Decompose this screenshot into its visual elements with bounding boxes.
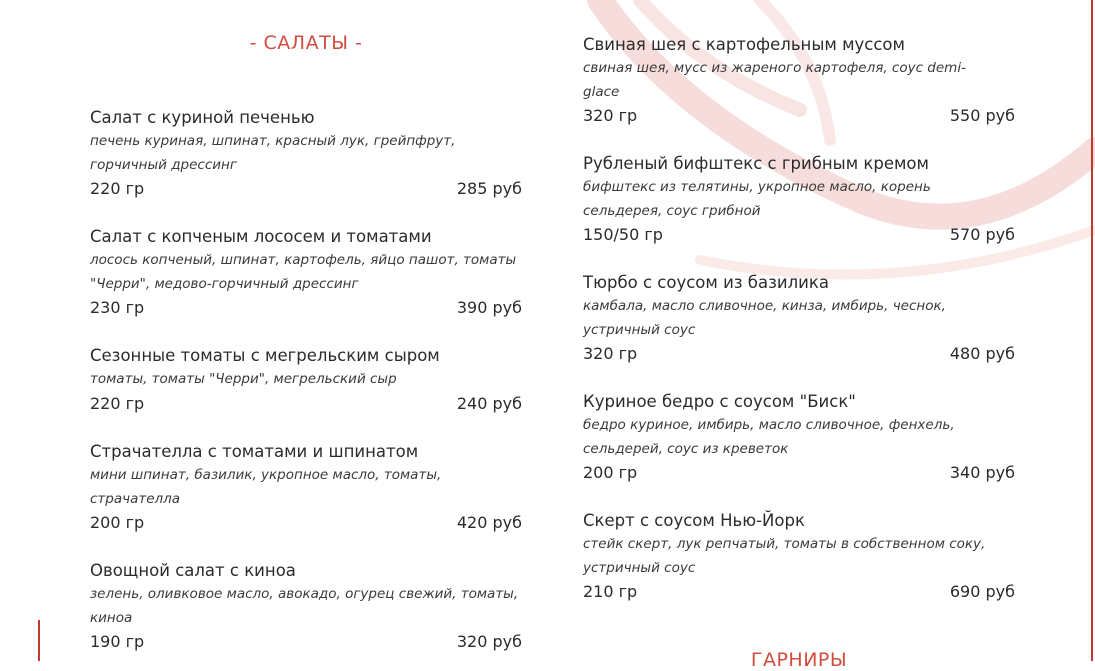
dish-price: 390 руб — [456, 298, 522, 317]
menu-item — [90, 440, 522, 535]
dish-price: 240 руб — [456, 393, 522, 413]
menu-item — [583, 509, 1015, 604]
dish-description: камбала, масло сливочное, кинза, имбирь, чеснок, устричный соус — [583, 298, 946, 338]
menu-item — [90, 559, 522, 654]
dish-weight: 220 гр — [90, 179, 145, 198]
dish-weight: 230 гр — [90, 298, 145, 317]
frame-border-left-bottom — [38, 620, 40, 661]
dish-price: 420 руб — [456, 513, 522, 532]
dish-name: Салат с куриной печенью — [90, 108, 315, 127]
dish-weight: 200 гр — [90, 513, 145, 532]
dish-weight: 220 гр — [90, 393, 145, 413]
dish-name: Скерт с соусом Нью-Йорк — [583, 511, 805, 530]
dish-description: бедро куриное, имбирь, масло сливочное, фенхель, сельдерей, соус из креветок — [583, 417, 955, 457]
dish-name: Овощной салат с киноа — [90, 561, 296, 580]
salads-section-title: - САЛАТЫ - — [249, 32, 363, 54]
dish-description: мини шпинат, базилик, укропное масло, томаты, страчателла — [90, 467, 442, 507]
dish-weight: 210 гр — [583, 582, 638, 601]
dish-name: Страчателла с томатами и шпинатом — [90, 442, 419, 461]
menu-item — [90, 225, 522, 320]
dish-weight: 320 гр — [583, 344, 638, 363]
dish-price: 570 руб — [949, 225, 1015, 244]
menu-item — [583, 271, 1015, 366]
dish-price: 285 руб — [456, 179, 522, 198]
dish-price: 480 руб — [949, 344, 1015, 363]
dish-price: 690 руб — [949, 582, 1015, 601]
dish-price: 550 руб — [949, 106, 1015, 125]
dish-name: Свиная шея с картофельным муссом — [583, 35, 905, 54]
dish-weight: 190 гр — [90, 632, 145, 651]
dish-weight: 320 гр — [583, 106, 638, 125]
dish-name: Рубленый бифштекс с грибным кремом — [583, 154, 929, 173]
dish-description: стейк скерт, лук репчатый, томаты в собственном соку, устричный соус — [583, 536, 986, 576]
dish-price: 320 руб — [456, 632, 522, 651]
dish-description: свиная шея, мусс из жареного картофеля, соус demi-glace — [583, 60, 966, 100]
dish-description: бифштекс из телятины, укропное масло, корень сельдерея, соус грибной — [583, 179, 931, 219]
dish-name: Куриное бедро с соусом "Биск" — [583, 392, 856, 411]
dish-name: Сезонные томаты с мегрельским сыром — [90, 346, 440, 365]
dish-description: печень куриная, шпинат, красный лук, грейпфрут, горчичный дрессинг — [90, 133, 456, 173]
sides-section-title: ГАРНИРЫ — [750, 649, 848, 671]
menu-item — [583, 152, 1015, 247]
dish-name: Тюрбо с соусом из базилика — [583, 273, 829, 292]
dish-price: 340 руб — [949, 463, 1015, 482]
dish-name: Салат с копченым лососем и томатами — [90, 227, 432, 246]
dish-description: лосось копченый, шпинат, картофель, яйцо пашот, томаты "Черри", медово-горчичный дрессинг — [90, 252, 517, 292]
menu-item — [90, 106, 522, 201]
dish-description: томаты, томаты "Черри", мегрельский сыр — [90, 371, 397, 387]
dish-weight: 150/50 гр — [583, 225, 663, 244]
dish-weight: 200 гр — [583, 463, 638, 482]
dish-description: зелень, оливковое масло, авокадо, огурец свежий, томаты, киноа — [90, 586, 519, 626]
menu-item — [583, 390, 1015, 485]
frame-border-right — [1091, 0, 1093, 661]
menu-item — [90, 344, 522, 416]
menu-item — [583, 33, 1015, 128]
